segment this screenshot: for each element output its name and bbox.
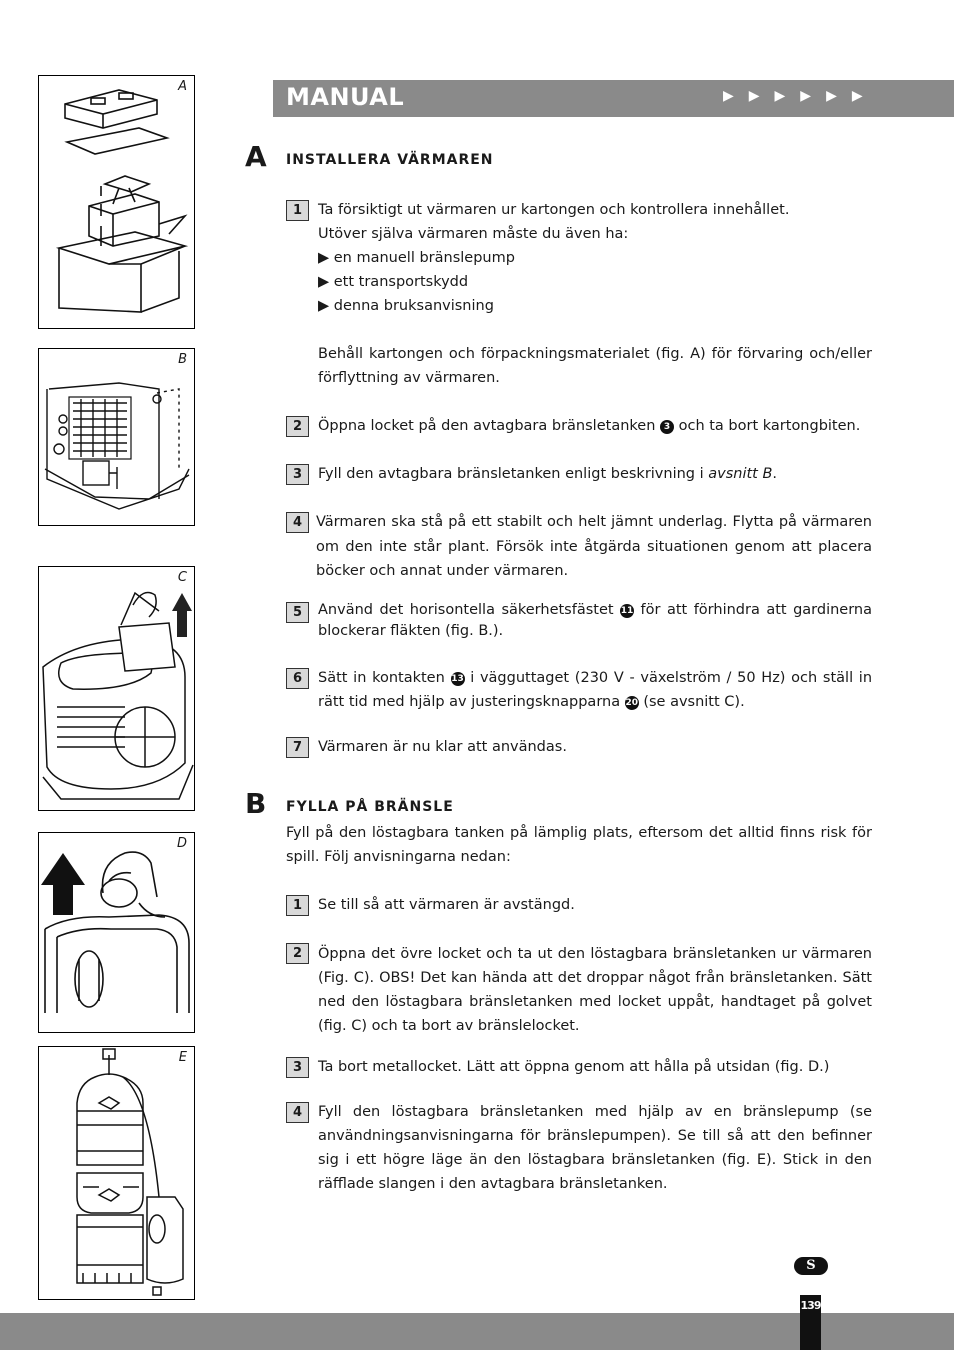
figure-e [38,1046,195,1300]
step-number: 1 [286,895,309,916]
figure-a-label: A [178,79,187,94]
step-number: 7 [286,737,309,758]
step-text-part: . [772,466,778,482]
step-b3-text: Ta bort metallocket. Lätt att öppna genom att hålla på utsidan (fig. D.) [318,1059,830,1075]
step-a6-text [318,666,872,714]
figure-c-label: C [177,570,187,585]
reference-number-badge: 11 [620,606,634,616]
step-text-part: för att förhindra att gardinerna blockerar fläkten (fig. B.). [318,602,872,639]
box-unpacking-illustration [39,76,194,328]
step-a1-line: Ta försiktigt ut värmaren ur kartongen och kontrollera innehållet. [318,202,790,218]
step-text-part: i vägguttaget (230 V - växelström / 50 Hz) och ställ in rätt tid med hjälp av justeringsknapparna [318,670,873,710]
step-a3-text [318,462,872,486]
step-a1-line: Utöver själva värmaren måste du även ha: [318,226,629,242]
figure-c [38,566,195,811]
figure-a [38,75,195,329]
step-a1-note: Behåll kartongen och förpackningsmaterialet (fig. A) för förvaring och/eller förflyttning av värmaren. [318,346,872,386]
header-bar [273,80,954,117]
step-a2-text [318,414,872,438]
section-a-letter: A [245,140,267,173]
step-text-part: Sätt in kontakten [318,670,445,686]
heater-back-illustration [39,349,194,525]
step-b2-text: Öppna det övre locket och ta ut den löstagbara bränsletanken ur värmaren (Fig. C). OBS! Det kan hända att det droppar något från bränsletanken. Sätt ned den löstagbara bränsletanken med locket uppåt, handtaget på golvet (fig. C) och ta bort av bränslelocket. [318,946,872,1034]
page-title: MANUAL [286,83,405,111]
figure-b-label: B [178,352,187,367]
section-b-heading: FYLLA PÅ BRÄNSLE [286,799,454,815]
page-number: 139 [800,1299,821,1312]
figure-d-label: D [176,836,187,851]
header-arrows: ▶▶▶▶▶▶ [723,88,878,104]
section-b-intro: Fyll på den löstagbara tanken på lämplig plats, eftersom det alltid finns risk för spill. Följ anvisningarna nedan: [286,825,872,865]
bullet-item: ▶ en manuell bränslepump [318,250,515,266]
language-badge: S [794,1257,828,1275]
step-number: 4 [286,512,309,533]
refuel-pump-illustration [39,1047,194,1299]
metal-cap-removal-illustration [39,833,194,1032]
step-b4-text: Fyll den löstagbara bränsletanken med hjälp av en bränslepump (se användningsanvisningarna för bränslepumpen). Se till så att den befinner sig i ett högre läge än den löstagbara bränsletanken (fig. E). Stick in den räfflade slangen i den avtagbara bränsletanken. [318,1104,872,1192]
step-text-part: Öppna locket på den avtagbara bränsletanken [318,418,656,434]
figure-d [38,832,195,1033]
step-text-part: Använd det horisontella säkerhetsfästet [318,602,614,618]
figure-b [38,348,195,526]
tank-removal-illustration [39,567,194,810]
bullet-item: ▶ denna bruksanvisning [318,298,494,314]
section-b-letter: B [245,787,267,820]
section-a-heading: INSTALLERA VÄRMAREN [286,152,494,168]
bullet-item: ▶ ett transportskydd [318,274,469,290]
section-reference: avsnitt B [708,466,773,482]
step-a7-text: Värmaren är nu klar att användas. [318,739,567,755]
step-text-part: och ta bort kartongbiten. [678,418,861,434]
step-number: 2 [286,943,309,964]
step-number: 1 [286,200,309,221]
reference-number-badge: 13 [451,674,464,684]
step-number: 3 [286,464,309,485]
step-text-part: Fyll den avtagbara bränsletanken enligt beskrivning i [318,466,704,482]
step-number: 6 [286,668,309,689]
step-number: 5 [286,602,309,623]
reference-number-badge: 3 [660,420,674,434]
step-a4-text: Värmaren ska stå på ett stabilt och helt jämnt underlag. Flytta på värmaren om den inte står plant. Försök inte åtgärda situationen genom att placera böcker och annat under värmaren. [316,514,872,579]
step-number: 3 [286,1057,309,1078]
step-number: 4 [286,1102,309,1123]
step-a5-text [318,600,872,642]
figure-e-label: E [178,1050,187,1065]
step-text-part: (se avsnitt C). [643,694,745,710]
step-b1-text: Se till så att värmaren är avstängd. [318,897,575,913]
step-a1-text [318,198,872,318]
reference-number-badge: 20 [625,698,638,708]
step-number: 2 [286,416,309,437]
